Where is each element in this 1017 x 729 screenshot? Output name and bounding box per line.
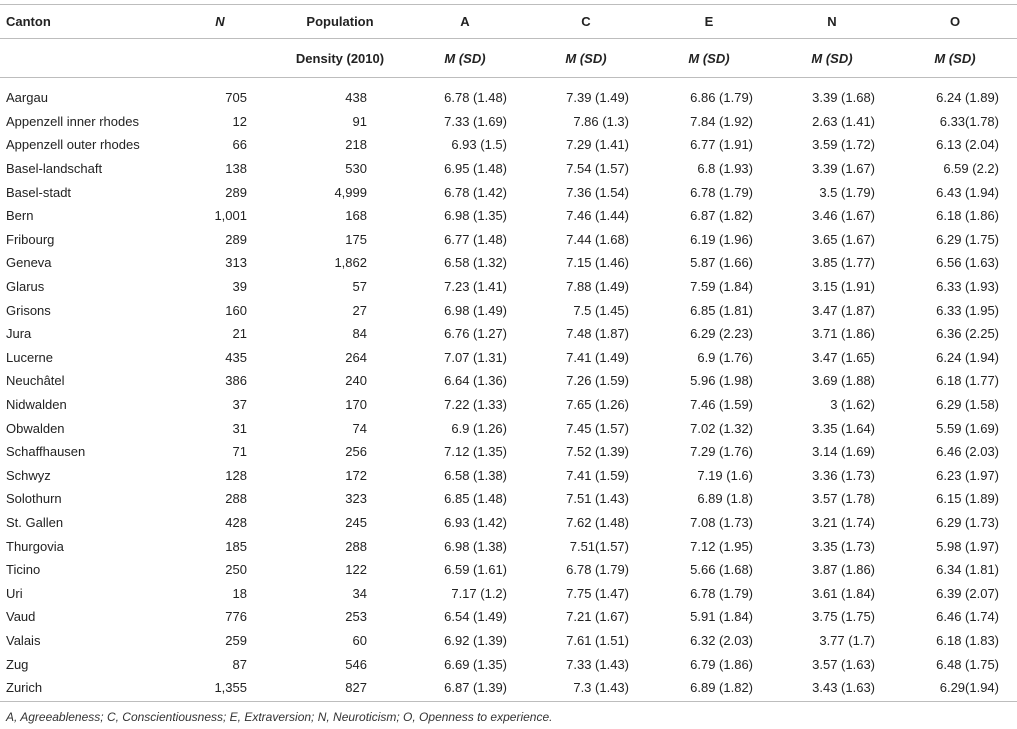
cell-a: 6.92 (1.39) (444, 632, 507, 648)
cell-a: 7.12 (1.35) (444, 444, 507, 460)
cell-neuroticism: 3.47 (1.65) (812, 349, 875, 365)
cell-c: 7.41 (1.59) (566, 467, 629, 483)
cell-neuroticism: 3.35 (1.73) (812, 538, 875, 554)
cell-n: 66 (232, 137, 247, 153)
cell-canton: Nidwalden (6, 397, 67, 413)
table-footnote: A, Agreeableness; C, Conscientiousness; E, Extraversion; N, Neuroticism; O, Openness to experience. (6, 710, 553, 724)
cell-a: 6.93 (1.5) (451, 137, 507, 153)
table-row (0, 605, 1017, 629)
cell-density: 256 (345, 444, 367, 460)
cell-neuroticism: 3.35 (1.64) (812, 420, 875, 436)
cell-neuroticism: 3.39 (1.67) (812, 161, 875, 177)
cell-density: 4,999 (334, 184, 367, 200)
cell-n: 138 (225, 161, 247, 177)
header-a: A (405, 5, 525, 39)
cell-neuroticism: 3.46 (1.67) (812, 208, 875, 224)
header2-o-msd: M (SD) (934, 50, 976, 66)
cell-density: 170 (345, 397, 367, 413)
cell-c: 7.46 (1.44) (566, 208, 629, 224)
cell-c: 7.39 (1.49) (566, 90, 629, 106)
cell-c: 7.88 (1.49) (566, 279, 629, 295)
cell-a: 7.33 (1.69) (444, 113, 507, 129)
cell-a: 6.78 (1.48) (444, 90, 507, 106)
cell-canton: Appenzell inner rhodes (6, 113, 139, 129)
header2-c-msd: M (SD) (565, 50, 607, 66)
cell-n: 776 (225, 609, 247, 625)
cell-e: 5.96 (1.98) (690, 373, 753, 389)
cell-neuroticism: 3.36 (1.73) (812, 467, 875, 483)
cell-canton: Solothurn (6, 491, 62, 507)
cell-o: 6.13 (2.04) (936, 137, 999, 153)
table-row (0, 676, 1017, 702)
cell-o: 5.98 (1.97) (936, 538, 999, 554)
cell-o: 6.46 (2.03) (936, 444, 999, 460)
cell-n: 1,001 (214, 208, 247, 224)
cell-density: 172 (345, 467, 367, 483)
cell-density: 546 (345, 656, 367, 672)
cell-neuroticism: 3.57 (1.78) (812, 491, 875, 507)
cell-neuroticism: 3.61 (1.84) (812, 585, 875, 601)
cell-neuroticism: 3.39 (1.68) (812, 90, 875, 106)
header2-e-msd: M (SD) (688, 50, 730, 66)
cell-canton: Bern (6, 208, 34, 224)
cell-n: 37 (232, 397, 247, 413)
header2-canton (0, 39, 165, 78)
cell-e: 6.85 (1.81) (690, 302, 753, 318)
cell-density: 240 (345, 373, 367, 389)
cell-canton: Lucerne (6, 349, 53, 365)
cell-o: 6.33 (1.93) (936, 279, 999, 295)
cell-c: 7.44 (1.68) (566, 231, 629, 247)
cell-e: 6.78 (1.79) (690, 585, 753, 601)
cell-o: 6.48 (1.75) (936, 656, 999, 672)
cell-density: 288 (345, 538, 367, 554)
header-neuroticism: N (771, 5, 893, 39)
cell-c: 7.41 (1.49) (566, 349, 629, 365)
cell-c: 7.75 (1.47) (566, 585, 629, 601)
cell-o: 6.43 (1.94) (936, 184, 999, 200)
cell-c: 7.54 (1.57) (566, 161, 629, 177)
cell-canton: Thurgovia (6, 538, 64, 554)
cell-density: 253 (345, 609, 367, 625)
table-row (0, 346, 1017, 370)
cell-e: 6.19 (1.96) (690, 231, 753, 247)
cell-canton: Grisons (6, 302, 51, 318)
header-e: E (647, 5, 771, 39)
cell-neuroticism: 3.69 (1.88) (812, 373, 875, 389)
cell-density: 84 (352, 326, 367, 342)
cell-density: 34 (352, 585, 367, 601)
cell-c: 7.45 (1.57) (566, 420, 629, 436)
cell-o: 6.18 (1.86) (936, 208, 999, 224)
table-row (0, 228, 1017, 252)
cell-canton: Geneva (6, 255, 52, 271)
cell-canton: Glarus (6, 279, 45, 295)
cell-e: 6.9 (1.76) (697, 349, 753, 365)
cell-density: 264 (345, 349, 367, 365)
cell-e: 7.84 (1.92) (690, 113, 753, 129)
cell-canton: Schwyz (6, 467, 51, 483)
cell-o: 6.34 (1.81) (936, 562, 999, 578)
cell-e: 6.78 (1.79) (690, 184, 753, 200)
cell-density: 122 (345, 562, 367, 578)
cell-o: 6.23 (1.97) (936, 467, 999, 483)
cell-o: 5.59 (1.69) (936, 420, 999, 436)
table-header (0, 5, 1017, 78)
cell-neuroticism: 3.47 (1.87) (812, 302, 875, 318)
cell-e: 6.8 (1.93) (697, 161, 753, 177)
table-row (0, 322, 1017, 346)
cell-canton: Valais (6, 632, 41, 648)
cell-a: 7.23 (1.41) (444, 279, 507, 295)
cell-canton: Basel-landschaft (6, 161, 103, 177)
table-row (0, 369, 1017, 393)
cell-c: 7.51(1.57) (569, 538, 629, 554)
header2-n (165, 39, 275, 78)
cell-canton: Zug (6, 656, 29, 672)
cell-c: 7.5 (1.45) (573, 302, 629, 318)
header-divider (0, 78, 1017, 87)
table-row (0, 110, 1017, 134)
cell-c: 7.51 (1.43) (566, 491, 629, 507)
cell-density: 60 (352, 632, 367, 648)
cell-o: 6.24 (1.89) (936, 90, 999, 106)
cell-a: 6.77 (1.48) (444, 231, 507, 247)
cell-density: 245 (345, 514, 367, 530)
table-row (0, 251, 1017, 275)
cell-density: 175 (345, 231, 367, 247)
cell-e: 6.89 (1.8) (697, 491, 753, 507)
cell-e: 6.87 (1.82) (690, 208, 753, 224)
cell-n: 435 (225, 349, 247, 365)
cell-a: 6.78 (1.42) (444, 184, 507, 200)
table-row (0, 511, 1017, 535)
cell-neuroticism: 3.43 (1.63) (771, 676, 893, 702)
cell-c: 7.36 (1.54) (566, 184, 629, 200)
cell-n: 289 (225, 231, 247, 247)
cell-neuroticism: 3.59 (1.72) (812, 137, 875, 153)
cell-o: 6.56 (1.63) (936, 255, 999, 271)
cell-n: 185 (225, 538, 247, 554)
cell-c: 7.26 (1.59) (566, 373, 629, 389)
cell-a: 6.54 (1.49) (444, 609, 507, 625)
cell-c: 7.21 (1.67) (566, 609, 629, 625)
cell-o: 6.29 (1.73) (936, 514, 999, 530)
cell-n: 128 (225, 467, 247, 483)
cell-e: 7.59 (1.84) (690, 279, 753, 295)
header-o: O (893, 5, 1017, 39)
cell-canton: Uri (6, 585, 23, 601)
cell-a: 6.98 (1.38) (444, 538, 507, 554)
cell-n: 21 (232, 326, 247, 342)
cell-n: 12 (232, 113, 247, 129)
cell-e: 6.32 (2.03) (690, 632, 753, 648)
cell-neuroticism: 3.87 (1.86) (812, 562, 875, 578)
cell-density: 57 (352, 279, 367, 295)
cell-canton: Neuchâtel (6, 373, 65, 389)
cell-canton: Schaffhausen (6, 444, 86, 460)
cell-e: 7.46 (1.59) (690, 397, 753, 413)
header-canton: Canton (0, 5, 165, 39)
cell-density: 438 (345, 90, 367, 106)
table-row (0, 581, 1017, 605)
cell-a: 6.85 (1.48) (444, 491, 507, 507)
table-row (0, 157, 1017, 181)
table-row (0, 416, 1017, 440)
cell-c: 7.61 (1.51) (566, 632, 629, 648)
cell-n: 160 (225, 302, 247, 318)
cell-density: 74 (352, 420, 367, 436)
cell-neuroticism: 3.57 (1.63) (812, 656, 875, 672)
table-row (0, 534, 1017, 558)
cell-n: 39 (232, 279, 247, 295)
table-row (0, 180, 1017, 204)
cell-e: 6.79 (1.86) (690, 656, 753, 672)
cell-e: 6.89 (1.82) (647, 676, 771, 702)
cell-a: 7.07 (1.31) (444, 349, 507, 365)
cell-neuroticism: 3 (1.62) (830, 397, 875, 413)
cell-o: 6.29 (1.75) (936, 231, 999, 247)
table-row (0, 464, 1017, 488)
cell-o: 6.39 (2.07) (936, 585, 999, 601)
cell-density: 168 (345, 208, 367, 224)
cell-a: 7.22 (1.33) (444, 397, 507, 413)
cell-n: 386 (225, 373, 247, 389)
cell-canton: Fribourg (6, 231, 55, 247)
cell-a: 6.95 (1.48) (444, 161, 507, 177)
table-row (0, 558, 1017, 582)
cell-neuroticism: 3.5 (1.79) (819, 184, 875, 200)
cell-density: 827 (275, 676, 405, 702)
cell-neuroticism: 3.85 (1.77) (812, 255, 875, 271)
cell-e: 6.29 (2.23) (690, 326, 753, 342)
cell-a: 6.93 (1.42) (444, 514, 507, 530)
cell-o: 6.59 (2.2) (943, 161, 999, 177)
cell-n: 18 (232, 585, 247, 601)
cell-a: 7.17 (1.2) (451, 585, 507, 601)
cell-a: 6.59 (1.61) (444, 562, 507, 578)
cell-e: 6.86 (1.79) (690, 90, 753, 106)
cell-o: 6.24 (1.94) (936, 349, 999, 365)
table-row (0, 133, 1017, 157)
cell-n: 288 (225, 491, 247, 507)
header-n: N (165, 5, 275, 39)
cell-neuroticism: 3.65 (1.67) (812, 231, 875, 247)
header2-a-msd: M (SD) (444, 50, 486, 66)
cell-e: 5.87 (1.66) (690, 255, 753, 271)
header-row-2 (0, 39, 1017, 78)
cell-n: 87 (232, 656, 247, 672)
cell-density: 27 (352, 302, 367, 318)
table-row (0, 629, 1017, 653)
cell-density: 218 (345, 137, 367, 153)
header2-density: Density (2010) (295, 50, 385, 66)
cell-neuroticism: 3.77 (1.7) (819, 632, 875, 648)
cell-c: 7.48 (1.87) (566, 326, 629, 342)
cell-density: 91 (352, 113, 367, 129)
cell-neuroticism: 3.21 (1.74) (812, 514, 875, 530)
cell-a: 6.64 (1.36) (444, 373, 507, 389)
cell-e: 7.19 (1.6) (697, 467, 753, 483)
cell-canton: Appenzell outer rhodes (6, 137, 140, 153)
cell-canton: Basel-stadt (6, 184, 72, 200)
cell-n: 259 (225, 632, 247, 648)
cell-neuroticism: 2.63 (1.41) (812, 113, 875, 129)
header-population: Population (275, 5, 405, 39)
cell-n: 250 (225, 562, 247, 578)
cell-density: 530 (345, 161, 367, 177)
table-row (0, 86, 1017, 110)
table-body (0, 78, 1017, 702)
cell-e: 7.08 (1.73) (690, 514, 753, 530)
header-row-1 (0, 5, 1017, 39)
cell-c: 6.78 (1.79) (566, 562, 629, 578)
cell-n: 428 (225, 514, 247, 530)
cell-o: 6.46 (1.74) (936, 609, 999, 625)
cell-a: 6.98 (1.35) (444, 208, 507, 224)
cell-c: 7.62 (1.48) (566, 514, 629, 530)
cell-e: 5.91 (1.84) (690, 609, 753, 625)
cell-neuroticism: 3.14 (1.69) (812, 444, 875, 460)
cell-canton: Aargau (6, 90, 48, 106)
cell-a: 6.98 (1.49) (444, 302, 507, 318)
cell-c: 7.65 (1.26) (566, 397, 629, 413)
cell-e: 7.02 (1.32) (690, 420, 753, 436)
cell-o: 6.15 (1.89) (936, 491, 999, 507)
cell-a: 6.58 (1.38) (444, 467, 507, 483)
canton-personality-table (0, 4, 1017, 702)
cell-c: 7.29 (1.41) (566, 137, 629, 153)
table-row (0, 393, 1017, 417)
cell-canton: Obwalden (6, 420, 65, 436)
cell-neuroticism: 3.75 (1.75) (812, 609, 875, 625)
cell-density: 323 (345, 491, 367, 507)
cell-n: 31 (232, 420, 247, 436)
cell-o: 6.18 (1.77) (936, 373, 999, 389)
cell-neuroticism: 3.71 (1.86) (812, 326, 875, 342)
cell-canton: Ticino (6, 562, 41, 578)
cell-c: 7.86 (1.3) (573, 113, 629, 129)
header-c: C (525, 5, 647, 39)
cell-o: 6.33 (1.95) (936, 302, 999, 318)
cell-c: 7.33 (1.43) (566, 656, 629, 672)
cell-o: 6.18 (1.83) (936, 632, 999, 648)
cell-n: 1,355 (165, 676, 275, 702)
cell-o: 6.36 (2.25) (936, 326, 999, 342)
cell-c: 7.15 (1.46) (566, 255, 629, 271)
cell-canton: Zurich (0, 676, 165, 702)
table-row (0, 298, 1017, 322)
cell-a: 6.9 (1.26) (451, 420, 507, 436)
cell-n: 289 (225, 184, 247, 200)
cell-e: 7.29 (1.76) (690, 444, 753, 460)
table-row (0, 275, 1017, 299)
table-row (0, 487, 1017, 511)
cell-o: 6.33(1.78) (939, 113, 999, 129)
table-row (0, 652, 1017, 676)
cell-density: 1,862 (334, 255, 367, 271)
cell-canton: Jura (6, 326, 32, 342)
table-row (0, 204, 1017, 228)
cell-e: 6.77 (1.91) (690, 137, 753, 153)
cell-canton: Vaud (6, 609, 36, 625)
cell-e: 5.66 (1.68) (690, 562, 753, 578)
cell-canton: St. Gallen (6, 514, 64, 530)
cell-o: 6.29(1.94) (893, 676, 1017, 702)
cell-n: 705 (225, 90, 247, 106)
cell-a: 6.87 (1.39) (405, 676, 525, 702)
cell-c: 7.52 (1.39) (566, 444, 629, 460)
cell-n: 313 (225, 255, 247, 271)
cell-c: 7.3 (1.43) (525, 676, 647, 702)
table-row (0, 440, 1017, 464)
cell-neuroticism: 3.15 (1.91) (812, 279, 875, 295)
cell-a: 6.69 (1.35) (444, 656, 507, 672)
cell-n: 71 (232, 444, 247, 460)
header2-n-msd: M (SD) (811, 50, 853, 66)
cell-a: 6.76 (1.27) (444, 326, 507, 342)
cell-a: 6.58 (1.32) (444, 255, 507, 271)
cell-o: 6.29 (1.58) (936, 397, 999, 413)
cell-e: 7.12 (1.95) (690, 538, 753, 554)
